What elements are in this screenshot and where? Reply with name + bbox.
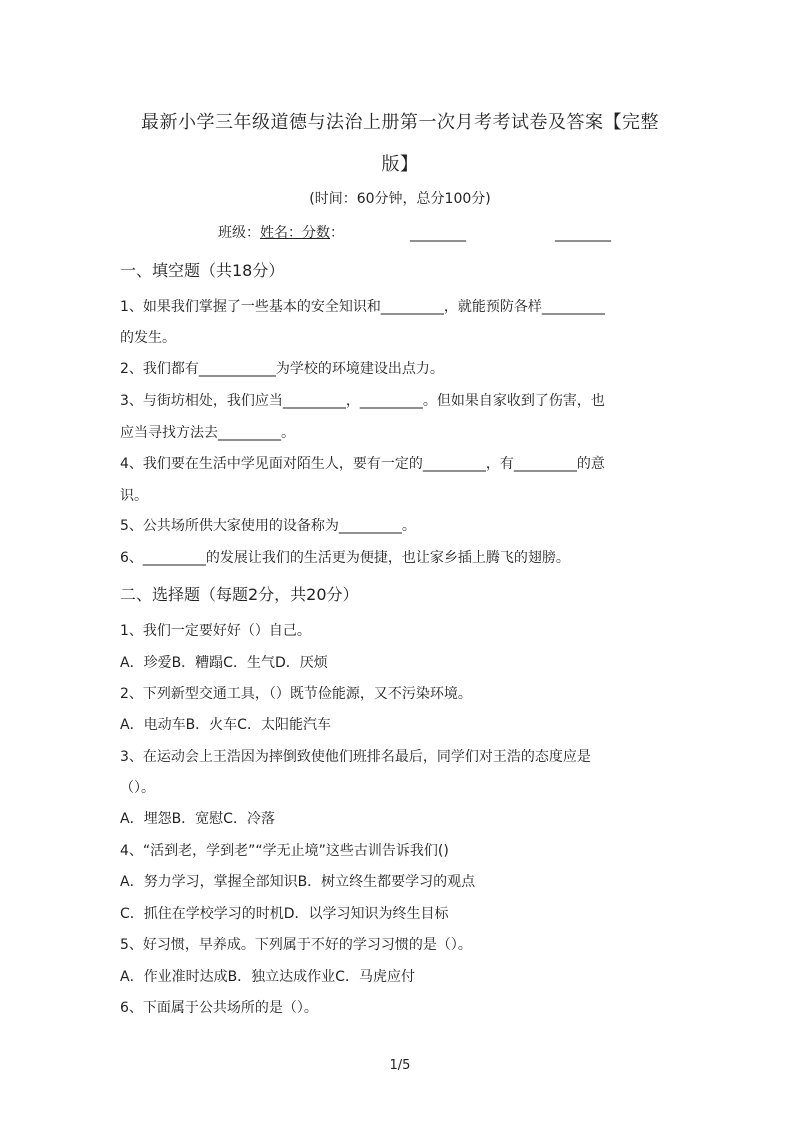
question-line: 的发生。	[120, 330, 176, 346]
option-line: A．努力学习，掌握全部知识B．树立终生都要学习的观点	[120, 874, 476, 890]
time-and-score: (时间：60分钟，总分100分)	[309, 191, 491, 207]
option-line: A．埋怨B．宽慰C．冷落	[120, 811, 275, 827]
question-line: 5、好习惯，早养成。下列属于不好的学习习惯的是（）。	[120, 937, 472, 953]
question-line: 识。	[120, 488, 148, 504]
option-line: A．珍爱B．糟蹋C．生气D．厌烦	[120, 655, 328, 671]
question-line: 2、下列新型交通工具，（）既节俭能源，又不污染环境。	[120, 686, 472, 702]
class-label: 班级：	[218, 225, 260, 241]
blank-field-2: ________	[555, 226, 611, 242]
colon: ：	[330, 225, 344, 241]
option-line: C．抓住在学校学习的时机D．以学习知识为终生目标	[120, 906, 449, 922]
question-line: 1、如果我们掌握了一些基本的安全知识和_________，就能预防各样_________	[120, 299, 605, 315]
section-choice-heading: 二、选择题（每题2分，共20分）	[120, 585, 359, 604]
question-line: 4、“活到老，学到老”“学无止境”这些古训告诉我们()	[120, 843, 449, 859]
doc-title-line2: 版】	[381, 154, 419, 175]
section-fill-in-heading: 一、填空题（共18分）	[120, 261, 285, 280]
option-line: A．电动车B．火车C．太阳能汽车	[120, 717, 331, 733]
question-line: 5、公共场所供大家使用的设备称为_________。	[120, 518, 416, 534]
question-line: 1、我们一定要好好（）自己。	[120, 623, 311, 639]
name-score-label: 姓名：分数	[260, 225, 330, 241]
question-line: 3、在运动会上王浩因为摔倒致使他们班排名最后，同学们对王浩的态度应是	[120, 749, 591, 765]
page-number: 1/5	[389, 1058, 411, 1073]
option-line: A．作业准时达成B．独立达成作业C．马虎应付	[120, 969, 415, 985]
question-line: 4、我们要在生活中学见面对陌生人，要有一定的_________，有_________的意	[120, 456, 605, 472]
question-line: 3、与街坊相处，我们应当_________，_________。但如果自家收到了伤害，也	[120, 393, 605, 409]
question-line: 应当寻找方法去_________。	[120, 425, 295, 441]
question-line: 2、我们都有___________为学校的环境建设出点力。	[120, 361, 444, 377]
question-line: （）。	[120, 780, 155, 796]
question-line: 6、下面属于公共场所的是（）。	[120, 1000, 318, 1016]
doc-title-line1: 最新小学三年级道德与法治上册第一次月考考试卷及答案【完整	[141, 112, 659, 133]
student-info-line	[218, 222, 344, 242]
blank-field-1: ________	[410, 226, 466, 242]
question-line: 6、_________的发展让我们的生活更为便捷，也让家乡插上腾飞的翅膀。	[120, 550, 570, 566]
